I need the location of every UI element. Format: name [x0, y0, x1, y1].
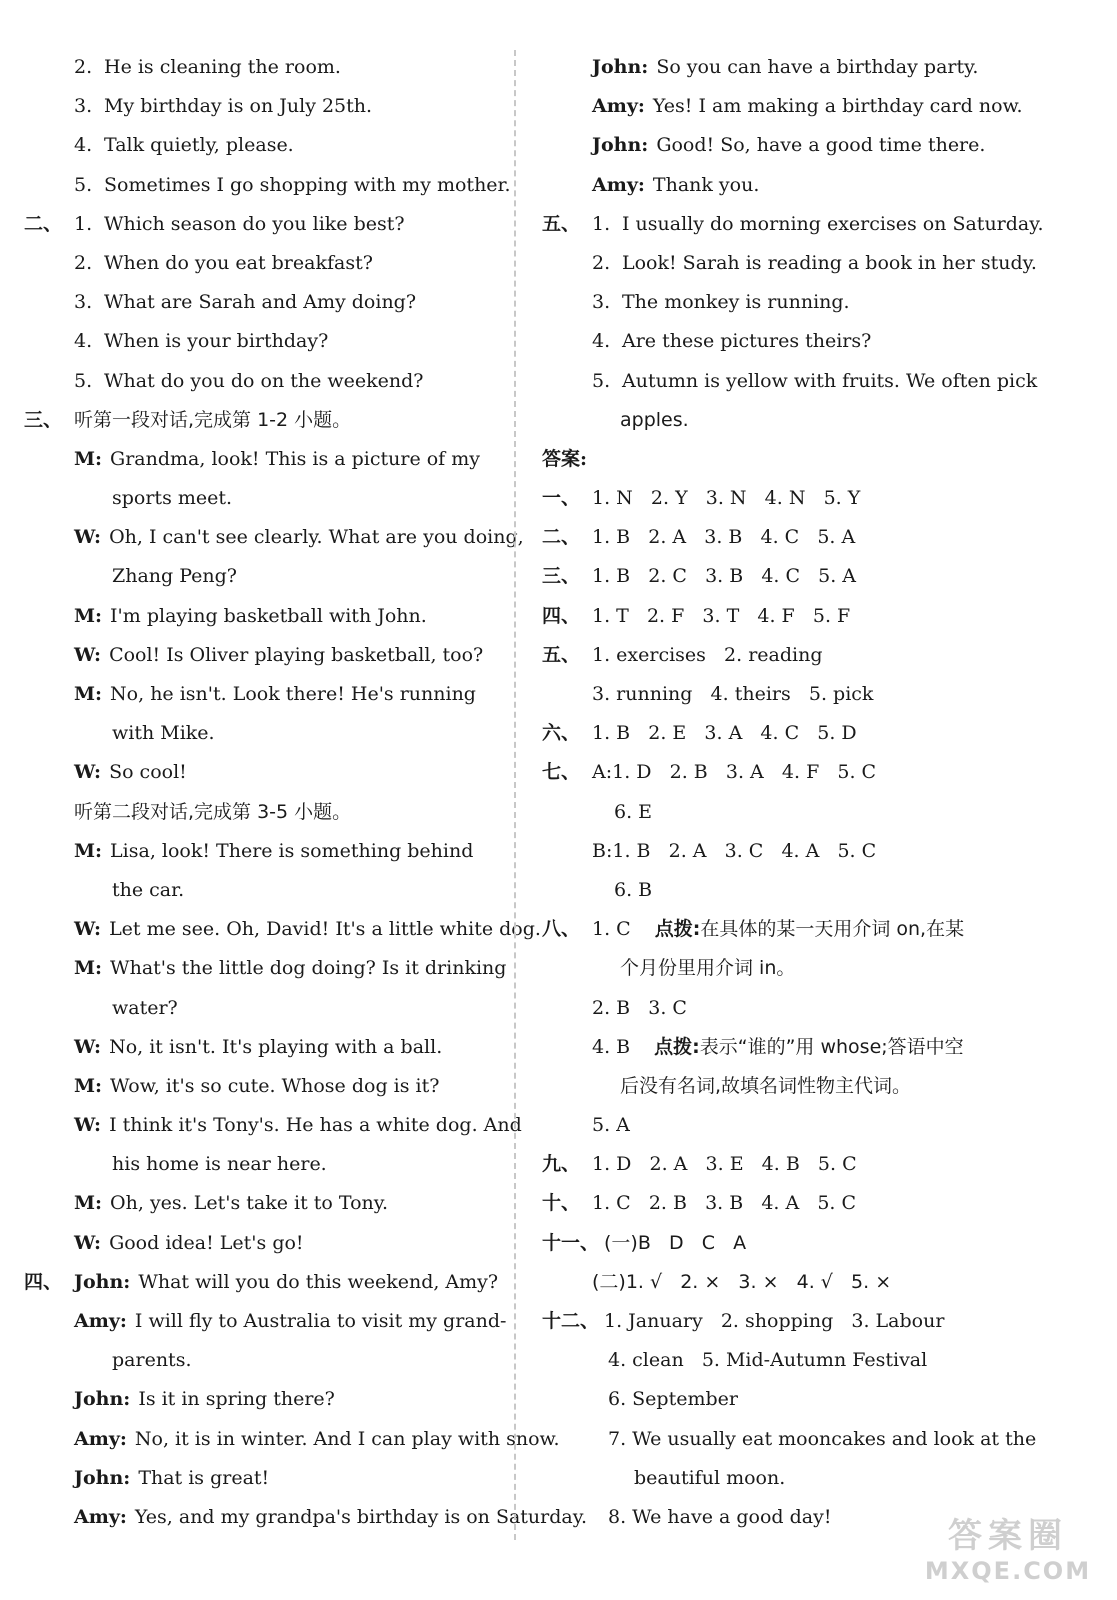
line-text: No, it is in winter. And I can play with snow. — [134, 1427, 560, 1450]
column-divider — [514, 50, 516, 1540]
item-number: 3. — [74, 291, 93, 314]
section-number: 四、 — [24, 1270, 63, 1293]
speaker-label: John: — [592, 56, 649, 78]
text-line — [24, 793, 510, 832]
text-line — [24, 871, 510, 910]
item-number: 5. — [74, 173, 93, 196]
text-line — [542, 283, 1090, 322]
line-text: 5. A — [592, 1114, 630, 1137]
line-text: What do you do on the weekend? — [104, 369, 424, 392]
line-text: So cool! — [109, 761, 187, 784]
section-number: 三、 — [542, 565, 581, 588]
line-text: A:1. D 2. B 3. A 4. F 5. C — [592, 761, 877, 784]
text-line — [542, 1263, 1090, 1302]
line-text: Look! Sarah is reading a book in her study. — [622, 251, 1037, 274]
item-number: 2. — [74, 251, 93, 274]
line-text: I will fly to Australia to visit my grand- — [134, 1310, 507, 1332]
tip-text: 在具体的某一天用介词 on,在某 — [700, 918, 965, 941]
line-text: Thank you. — [652, 173, 760, 196]
line-text: 1. January 2. shopping 3. Labour — [604, 1310, 945, 1332]
text-line — [542, 1106, 1090, 1145]
text-line — [24, 1028, 510, 1067]
text-line — [24, 714, 510, 753]
dialogue-continuation: Zhang Peng? — [112, 565, 237, 588]
line-text: Is it in spring there? — [138, 1388, 335, 1411]
text-line — [542, 479, 1090, 518]
text-line — [24, 910, 541, 949]
line-text: Cool! Is Oliver playing basketball, too? — [109, 643, 484, 666]
line-text: No, he isn't. Look there! He's running — [110, 683, 476, 705]
speaker-label: M: — [74, 1074, 103, 1097]
line-text: Good! So, have a good time there. — [656, 134, 986, 157]
text-line — [542, 1380, 1090, 1419]
item-number: 3. — [74, 95, 93, 118]
tip-text: 表示“谁的”用 whose;答语中空 — [699, 1035, 964, 1058]
speaker-label: M: — [74, 957, 103, 980]
text-line — [542, 48, 1090, 87]
text-line — [542, 1145, 1090, 1184]
section-number: 五、 — [542, 643, 581, 666]
text-line — [24, 1380, 510, 1419]
section-instruction: 听第二段对话,完成第 3-5 小题。 — [74, 800, 352, 823]
dialogue-continuation: his home is near here. — [112, 1153, 327, 1176]
text-line — [542, 205, 1090, 244]
line-text: 1. C 2. B 3. B 4. A 5. C — [592, 1192, 857, 1215]
line-text: When is your birthday? — [104, 330, 329, 353]
text-line — [542, 793, 1090, 832]
line-text: Good idea! Let's go! — [109, 1231, 304, 1254]
section-number: 六、 — [542, 722, 581, 745]
line-text: Talk quietly, please. — [104, 134, 294, 157]
tip-label: 点拨: — [654, 1035, 700, 1058]
line-text: No, it isn't. It's playing with a ball. — [109, 1035, 443, 1058]
text-line — [24, 1106, 522, 1145]
line-text: 8. We have a good day! — [608, 1505, 832, 1528]
dialogue-continuation: parents. — [112, 1349, 192, 1372]
speaker-label: John: — [74, 1388, 131, 1411]
section-number: 三、 — [24, 408, 63, 431]
text-line — [24, 1302, 510, 1341]
speaker-label: Amy: — [592, 95, 645, 118]
text-line — [24, 440, 510, 479]
item-number: 5. — [592, 369, 611, 392]
dialogue-continuation: water? — [112, 996, 178, 1019]
line-text: I'm playing basketball with John. — [110, 604, 427, 627]
speaker-label: Amy: — [592, 173, 645, 196]
text-line — [542, 244, 1090, 283]
text-line — [24, 518, 524, 557]
section-number: 十一、 — [542, 1231, 600, 1254]
item-number: 3. — [592, 291, 611, 314]
line-text: 1. T 2. F 3. T 4. F 5. F — [592, 604, 851, 627]
text-line — [24, 1341, 510, 1380]
line-text: B:1. B 2. A 3. C 4. A 5. C — [592, 839, 877, 862]
line-text: What's the little dog doing? Is it drinking — [110, 957, 507, 980]
speaker-label: W: — [74, 1114, 102, 1137]
text-line — [24, 126, 510, 165]
line-text: 4. clean 5. Mid-Autumn Festival — [608, 1349, 928, 1372]
text-line — [24, 636, 510, 675]
line-text: Which season do you like best? — [104, 212, 405, 235]
site-watermark — [913, 1514, 1103, 1592]
text-line — [24, 1420, 560, 1459]
text-line — [542, 1224, 1090, 1263]
line-text: Let me see. Oh, David! It's a little white dog. — [109, 918, 541, 941]
text-line — [542, 949, 1090, 988]
text-line — [24, 401, 510, 440]
text-line — [542, 126, 1090, 165]
text-line — [24, 479, 510, 518]
line-text: I usually do morning exercises on Saturday. — [622, 212, 1044, 235]
text-line — [24, 1067, 510, 1106]
line-text: (一)B D C A — [604, 1231, 747, 1254]
text-line — [24, 597, 510, 636]
text-line — [24, 1498, 587, 1537]
line-text: 7. We usually eat mooncakes and look at the — [608, 1427, 1037, 1450]
line-text: 1. B 2. E 3. A 4. C 5. D — [592, 722, 857, 745]
line-text: 1. C — [592, 918, 631, 941]
line-text: Are these pictures theirs? — [622, 330, 872, 353]
section-number: 二、 — [542, 526, 581, 549]
text-line — [542, 714, 1090, 753]
dialogue-continuation: the car. — [112, 878, 185, 901]
item-number: 1. — [74, 212, 93, 235]
watermark-bottom-text: MXQE.COM — [924, 1557, 1092, 1585]
speaker-label: W: — [74, 526, 102, 549]
right-column — [542, 48, 1090, 1537]
text-line — [542, 518, 1090, 557]
text-line — [542, 1420, 1090, 1459]
section-number: 四、 — [542, 604, 581, 627]
item-number: 4. — [74, 330, 93, 353]
speaker-label: M: — [74, 447, 103, 470]
item-number: 2. — [592, 251, 611, 274]
line-text: 1. B 2. C 3. B 4. C 5. A — [592, 565, 857, 588]
text-line — [24, 283, 510, 322]
item-number: 1. — [592, 212, 611, 235]
line-text: 1. D 2. A 3. E 4. B 5. C — [592, 1153, 857, 1176]
line-text: I think it's Tony's. He has a white dog. And — [109, 1114, 522, 1137]
text-line — [24, 322, 510, 361]
line-continuation: 后没有名词,故填名词性物主代词。 — [620, 1074, 912, 1097]
text-line — [24, 753, 510, 792]
tip-label: 点拨: — [654, 918, 701, 941]
speaker-label: M: — [74, 839, 103, 862]
line-text: The monkey is running. — [622, 291, 850, 314]
section-number: 八、 — [542, 918, 581, 941]
speaker-label: M: — [74, 1192, 103, 1215]
text-line — [542, 1067, 1090, 1106]
text-line — [542, 1184, 1090, 1223]
speaker-label: M: — [74, 683, 103, 705]
section-number: 十二、 — [542, 1310, 600, 1332]
line-text: 听第一段对话,完成第 1-2 小题。 — [74, 408, 352, 431]
text-line — [24, 832, 510, 871]
speaker-label: W: — [74, 643, 102, 666]
dialogue-continuation: sports meet. — [112, 487, 233, 510]
text-line — [24, 557, 510, 596]
speaker-label: M: — [74, 604, 103, 627]
speaker-label: John: — [592, 134, 649, 157]
answer-heading: 答案: — [542, 447, 588, 470]
line-text: 6. September — [608, 1388, 738, 1411]
line-continuation: beautiful moon. — [634, 1466, 786, 1489]
line-text: Grandma, look! This is a picture of my — [110, 447, 480, 470]
line-text: Autumn is yellow with fruits. We often pick — [622, 369, 1038, 392]
text-line — [542, 440, 1090, 479]
text-line — [542, 675, 1090, 714]
text-line — [542, 557, 1090, 596]
line-text: 1. exercises 2. reading — [592, 643, 823, 666]
line-text: 4. B — [592, 1035, 631, 1058]
line-text: 1. B 2. A 3. B 4. C 5. A — [592, 526, 856, 549]
line-text: 1. N 2. Y 3. N 4. N 5. Y — [592, 487, 861, 510]
line-text: What are Sarah and Amy doing? — [104, 291, 417, 314]
text-line — [542, 871, 1090, 910]
text-line — [542, 753, 1090, 792]
text-line — [542, 597, 1090, 636]
section-number: 五、 — [542, 212, 581, 235]
text-line — [542, 832, 1090, 871]
text-line — [542, 166, 1090, 205]
text-line — [24, 205, 510, 244]
text-line — [24, 87, 510, 126]
speaker-label: Amy: — [74, 1310, 127, 1332]
text-line — [24, 362, 510, 401]
text-line — [542, 1341, 1090, 1380]
text-line — [542, 322, 1090, 361]
section-number: 二、 — [24, 212, 63, 235]
speaker-label: W: — [74, 761, 102, 784]
speaker-label: W: — [74, 918, 102, 941]
line-text: 2. B 3. C — [592, 996, 687, 1019]
line-text: When do you eat breakfast? — [104, 251, 373, 274]
section-number: 十、 — [542, 1192, 581, 1215]
text-line — [542, 1028, 1090, 1067]
line-text: Oh, I can't see clearly. What are you doing, — [109, 526, 524, 549]
text-line — [24, 949, 510, 988]
text-line — [24, 1184, 510, 1223]
text-line — [24, 244, 510, 283]
item-number: 4. — [592, 330, 611, 353]
line-text: That is great! — [138, 1466, 270, 1489]
line-continuation: 个月份里用介词 in。 — [620, 957, 796, 980]
text-line — [24, 675, 510, 714]
line-text: My birthday is on July 25th. — [104, 95, 373, 118]
line-text: He is cleaning the room. — [104, 56, 341, 78]
text-line — [542, 1459, 1090, 1498]
line-text: Sometimes I go shopping with my mother. — [104, 173, 511, 196]
text-line — [24, 48, 510, 87]
dialogue-continuation: with Mike. — [112, 722, 215, 745]
line-text: What will you do this weekend, Amy? — [138, 1270, 499, 1293]
watermark-top-text: 答案圈 — [948, 1516, 1068, 1556]
text-line — [542, 87, 1090, 126]
section-number: 九、 — [542, 1153, 581, 1176]
speaker-label: W: — [74, 1231, 102, 1254]
speaker-label: Amy: — [74, 1505, 127, 1528]
speaker-label: W: — [74, 1035, 102, 1058]
item-number: 5. — [74, 369, 93, 392]
line-continuation: apples. — [620, 408, 689, 431]
item-number: 2. — [74, 56, 93, 78]
item-number: 4. — [74, 134, 93, 157]
text-line — [24, 1145, 510, 1184]
text-line — [24, 989, 510, 1028]
text-line — [24, 166, 510, 205]
line-text: Oh, yes. Let's take it to Tony. — [110, 1192, 389, 1215]
line-text: Lisa, look! There is something behind — [110, 839, 474, 862]
line-text: Yes! I am making a birthday card now. — [652, 95, 1023, 118]
text-line — [24, 1224, 510, 1263]
text-line — [24, 1263, 510, 1302]
text-line — [542, 1302, 1090, 1341]
speaker-label: Amy: — [74, 1427, 127, 1450]
speaker-label: John: — [74, 1466, 131, 1489]
text-line — [542, 910, 1090, 949]
line-text: Wow, it's so cute. Whose dog is it? — [110, 1074, 440, 1097]
section-number: 七、 — [542, 761, 581, 784]
speaker-label: John: — [74, 1270, 131, 1293]
text-line — [24, 1459, 510, 1498]
section-number: 一、 — [542, 487, 581, 510]
line-text: Yes, and my grandpa's birthday is on Saturday. — [134, 1505, 587, 1528]
line-text: 3. running 4. theirs 5. pick — [592, 683, 874, 705]
text-line — [542, 989, 1090, 1028]
line-continuation: 6. B — [614, 878, 653, 901]
text-line — [542, 636, 1090, 675]
line-text: (二)1. √ 2. × 3. × 4. √ 5. × — [592, 1270, 892, 1293]
line-text: So you can have a birthday party. — [656, 56, 979, 78]
text-line — [542, 401, 1090, 440]
text-line — [542, 362, 1090, 401]
line-continuation: 6. E — [614, 800, 653, 823]
